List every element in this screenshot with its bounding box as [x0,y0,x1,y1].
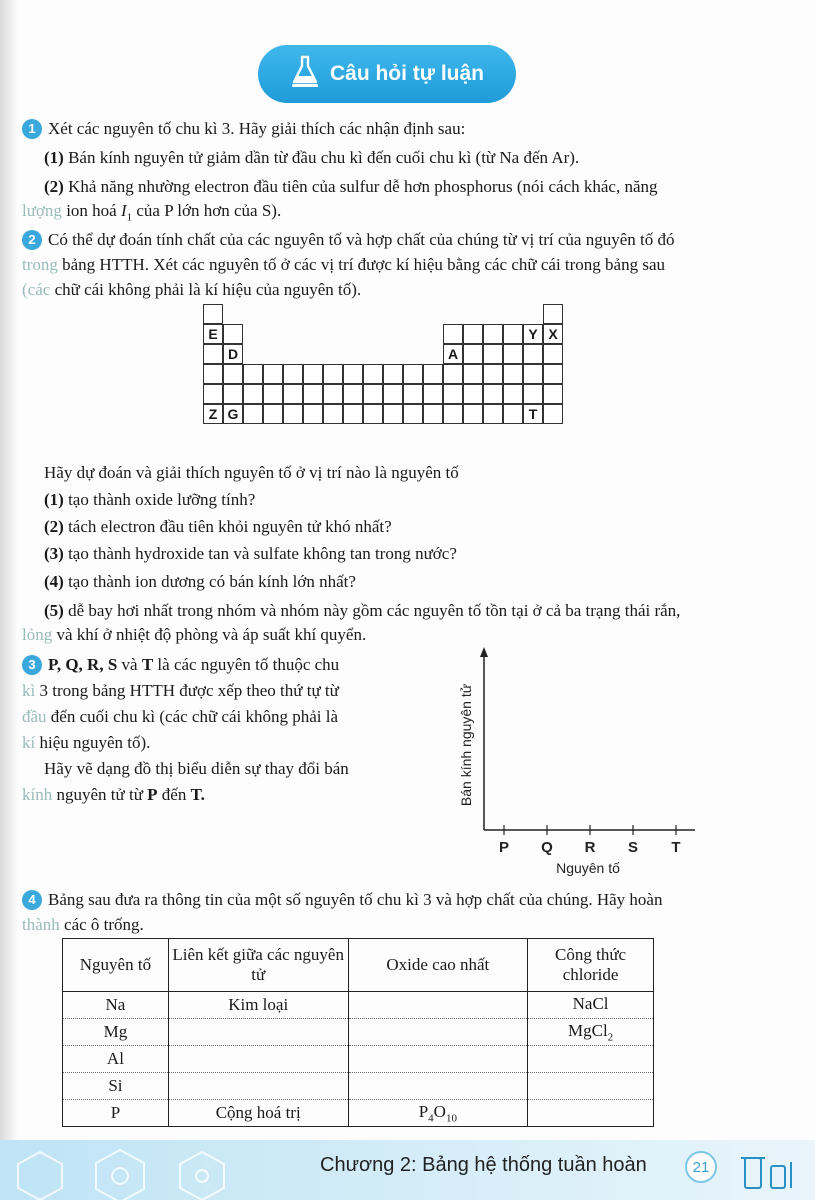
x-tick-label: P [498,839,510,856]
grid-cell [383,404,403,424]
q3-line-2: kì 3 trong bảng HTTH được xếp theo thứ tự từ [22,681,339,700]
q1-intro: 1 Xét các nguyên tố chu kì 3. Hãy giải thích các nhận định sau: [22,118,465,140]
grid-cell [283,364,303,384]
table-row: Si [63,1073,654,1100]
q2-prompt: Hãy dự đoán và giải thích nguyên tố ở vị trí nào là nguyên tố [44,463,459,482]
grid-cell [263,364,283,384]
grid-cell [223,324,243,344]
element-table [62,938,654,1127]
grid-cell [543,304,563,324]
grid-cell [403,364,423,384]
flask-icon [290,54,320,94]
q3-line-1: 3 P, Q, R, S và T là các nguyên tố thuộc chu [22,654,339,676]
table-row: Mg MgCl$_2$ [63,1019,654,1046]
chapter-title: Chương 2: Bảng hệ thống tuần hoàn [320,1154,647,1176]
grid-cell [283,384,303,404]
grid-cell [543,344,563,364]
grid-cell [463,344,483,364]
grid-cell [303,384,323,404]
grid-cell [343,364,363,384]
grid-cell [323,404,343,424]
table-row: Na Kim loại NaCl [63,992,654,1019]
grid-cell [303,404,323,424]
q4-line-2: thành các ô trống. [22,915,144,934]
grid-cell [503,384,523,404]
grid-cell [203,344,223,364]
grid-cell [463,404,483,424]
grid-cell [343,384,363,404]
grid-cell: X [543,324,563,344]
y-axis-arrow [480,647,488,657]
section-title-text: Câu hỏi tự luận [329,62,485,85]
grid-cell: D [223,344,243,364]
grid-cell [343,404,363,424]
grid-cell [483,364,503,384]
q3-line-3: đầu đến cuối chu kì (các chữ cái không phải là [22,707,339,726]
grid-cell [223,364,243,384]
q2-line-2: trong bảng HTTH. Xét các nguyên tố ở các vị trí được kí hiệu bằng các chữ cái trong bảng sau [22,255,666,274]
grid-cell [423,404,443,424]
grid-cell [443,324,463,344]
x-axis-label: Nguyên tố [556,860,620,876]
table-row: Al [63,1046,654,1073]
hexagon-decoration-icon [10,1144,270,1200]
grid-cell: A [443,344,463,364]
grid-cell [423,384,443,404]
radius-graph [455,645,705,880]
grid-cell [203,384,223,404]
grid-cell: E [203,324,223,344]
q4-line-1: 4 Bảng sau đưa ra thông tin của một số nguyên tố chu kì 3 và hợp chất của chúng. Hãy hoàn [22,889,662,911]
q3-number-badge: 3 [22,655,42,675]
grid-cell [503,404,523,424]
q1-number-badge: 1 [22,119,42,139]
x-tick-label: Q [541,839,553,856]
grid-cell [523,344,543,364]
col-header: Oxide cao nhất [348,939,528,992]
page-number: 21 [685,1151,717,1183]
grid-cell [443,404,463,424]
q3-line-6: kính nguyên tử từ P đến T. [22,785,205,804]
q2-item-3: (3) tạo thành hydroxide tan và sulfate không tan trong nước? [44,544,457,563]
grid-cell [483,324,503,344]
q2-item-5: (5) dễ bay hơi nhất trong nhóm và nhóm này gồm các nguyên tố tồn tại ở cả ba trạng thái rắn, [44,601,681,620]
grid-cell [503,324,523,344]
grid-cell [463,384,483,404]
x-tick-label: T [671,839,681,856]
q4-number-badge: 4 [22,890,42,910]
grid-cell [543,384,563,404]
lab-equipment-icon [735,1148,805,1196]
y-axis-label: Bán kính nguyên tử [458,683,474,807]
grid-cell [223,384,243,404]
grid-cell [463,364,483,384]
col-header: Công thức chloride [528,939,654,992]
grid-cell: Y [523,324,543,344]
grid-cell [463,324,483,344]
grid-cell [323,384,343,404]
q2-item-2: (2) tách electron đầu tiên khỏi nguyên tử khó nhất? [44,517,392,536]
table-row: P Cộng hoá trị $P_4O_{10}$ [63,1100,654,1127]
q2-number-badge: 2 [22,230,42,250]
q2-item-4: (4) tạo thành ion dương có bán kính lớn nhất? [44,572,356,591]
grid-cell: Z [203,404,223,424]
grid-cell [203,304,223,324]
page-edge-shadow [0,0,18,1140]
grid-cell: T [523,404,543,424]
section-title [258,45,516,103]
grid-cell [323,364,343,384]
q3-line-5: Hãy vẽ dạng đồ thị biểu diễn sự thay đổi bán [44,759,349,778]
grid-cell [443,364,463,384]
grid-cell [243,384,263,404]
x-tick-label: R [584,839,596,856]
q1-item-2-cont: lượng ion hoá $I_1$ của P lớn hơn của S). [22,201,282,224]
table-header-row [63,939,654,992]
grid-cell [363,364,383,384]
grid-cell [403,404,423,424]
grid-cell [403,384,423,404]
grid-cell [523,384,543,404]
grid-cell [523,364,543,384]
q2-line-1: 2 Có thể dự đoán tính chất của các nguyên tố và hợp chất của chúng từ vị trí của nguyên tố đó [22,229,675,251]
grid-cell [543,404,563,424]
q1-item-1: (1) Bán kính nguyên tử giảm dần từ đầu chu kì đến cuối chu kì (từ Na đến Ar). [44,148,580,167]
grid-cell [283,404,303,424]
grid-cell [243,364,263,384]
grid-cell [483,404,503,424]
grid-cell [263,404,283,424]
grid-cell [483,384,503,404]
grid-cell: G [223,404,243,424]
q2-item-5-cont: lỏng và khí ở nhiệt độ phòng và áp suất khí quyển. [22,625,367,644]
grid-cell [203,364,223,384]
q3-line-4: kí hiệu nguyên tố). [22,733,151,752]
col-header: Nguyên tố [63,939,169,992]
grid-cell [263,384,283,404]
x-tick-label: S [627,839,639,856]
grid-cell [443,384,463,404]
q1-item-2: (2) Khả năng nhường electron đầu tiên của sulfur dễ hơn phosphorus (nói cách khác, năng [44,177,658,196]
grid-cell [303,364,323,384]
grid-cell [383,364,403,384]
grid-cell [363,404,383,424]
grid-cell [363,384,383,404]
grid-cell [423,364,443,384]
grid-cell [503,344,523,364]
q2-line-3: (các chữ cái không phải là kí hiệu của nguyên tố). [22,280,362,299]
q2-item-1: (1) tạo thành oxide lưỡng tính? [44,490,256,509]
periodic-grid [203,304,569,446]
grid-cell [383,384,403,404]
col-header: Liên kết giữa các nguyên tử [168,939,348,992]
grid-cell [503,364,523,384]
grid-cell [543,364,563,384]
grid-cell [243,404,263,424]
grid-cell [483,344,503,364]
